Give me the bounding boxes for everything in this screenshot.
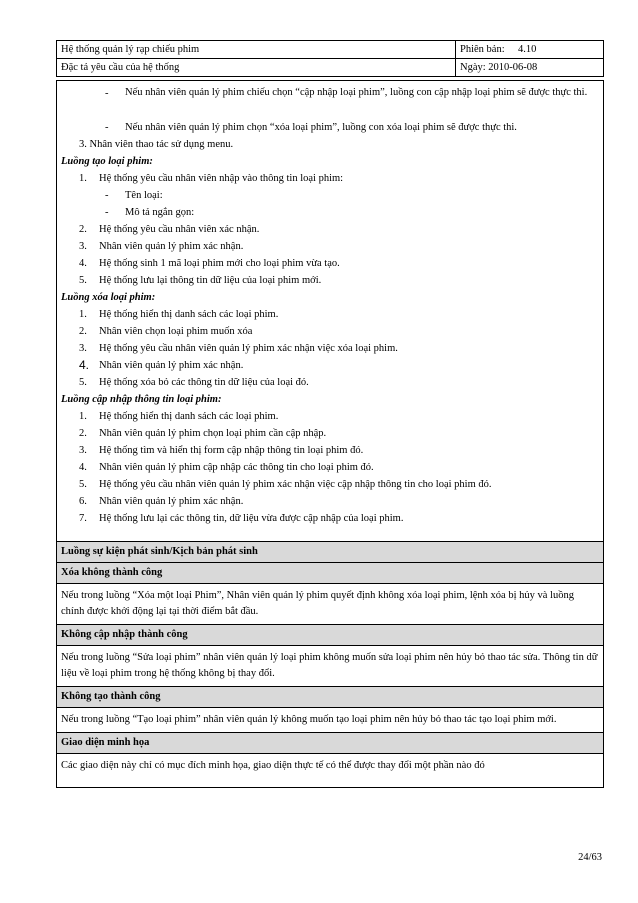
page-number: 24/63 xyxy=(578,852,602,863)
delete-step-4: Nhân viên quản lý phim xác nhận. xyxy=(99,360,244,371)
update-fail-title: Không cập nhập thành công xyxy=(57,624,603,645)
delete-step-5: Hệ thống xóa bỏ các thông tin dữ liệu của loại đó. xyxy=(99,377,309,388)
content-box xyxy=(56,80,604,788)
list-item: 6. Nhân viên quản lý phim xác nhận. xyxy=(61,493,599,510)
list-item: 4. Nhân viên quản lý phim xác nhận. xyxy=(79,358,244,372)
update-flow-title: Luồng cập nhập thông tin loại phim: xyxy=(61,394,222,405)
list-item: 4. Hệ thống sinh 1 mã loại phim mới cho loại phim vừa tạo. xyxy=(61,255,599,272)
update-step-1: Hệ thống hiển thị danh sách các loại phim. xyxy=(99,411,279,422)
update-step-4: Nhân viên quản lý phim cập nhập các thông tin cho loại phim đó. xyxy=(99,462,374,473)
document-header xyxy=(56,40,604,77)
list-item: - Mô tả ngắn gọn: xyxy=(61,204,599,221)
create-field-desc: Mô tả ngắn gọn: xyxy=(125,207,195,218)
list-item: 2. Hệ thống yêu cầu nhân viên xác nhận. xyxy=(61,221,599,238)
dash-item-delete: Nếu nhân viên quản lý phim chọn “xóa loại phim”, luồng con xóa loại phim sẽ được thực thi. xyxy=(125,122,517,133)
delete-step-2: Nhân viên chọn loại phim muốn xóa xyxy=(99,326,253,337)
list-item: 1. Hệ thống hiển thị danh sách các loại phim. xyxy=(61,408,599,425)
spec-title: Đặc tả yêu cầu của hệ thống xyxy=(57,59,456,77)
update-step-2: Nhân viên quản lý phim chọn loại phim cần cập nhập. xyxy=(99,428,327,439)
update-step-6: Nhân viên quản lý phim xác nhận. xyxy=(99,496,244,507)
list-item: 3. Hệ thống yêu cầu nhân viên quản lý phim xác nhận việc xóa loại phim. xyxy=(61,340,599,357)
alt-heading: Luồng sự kiện phát sinh/Kịch bản phát sinh xyxy=(57,541,603,562)
create-flow-title: Luồng tạo loại phim: xyxy=(61,156,153,167)
flow-body xyxy=(61,85,599,527)
create-step-3: Nhân viên quản lý phim xác nhận. xyxy=(99,241,244,252)
update-step-5: Hệ thống yêu cầu nhân viên quản lý phim xác nhận việc cập nhập thông tin cho loại phim đó. xyxy=(99,479,492,490)
step-menu: 3. Nhân viên thao tác sử dụng menu. xyxy=(79,139,234,150)
delete-fail-text: Nếu trong luồng “Xóa một loại Phim”, Nhân viên quản lý phim quyết định không xóa loại phim, lệnh xóa bị hủy và luồng chính được khởi động lại tại thời điểm bắt đầu. xyxy=(57,583,603,624)
create-field-name: Tên loại: xyxy=(125,190,163,201)
update-step-7: Hệ thống lưu lại các thông tin, dữ liệu vừa được cập nhập của loại phim. xyxy=(99,513,404,524)
alternate-flows xyxy=(57,541,603,778)
list-item: 2. Nhân viên quản lý phim chọn loại phim cần cập nhập. xyxy=(61,425,599,442)
delete-fail-title: Xóa không thành công xyxy=(57,562,603,583)
list-item: 5. Hệ thống lưu lại thông tin dữ liệu của loại phim mới. xyxy=(61,272,599,289)
create-step-5: Hệ thống lưu lại thông tin dữ liệu của loại phim mới. xyxy=(99,275,322,286)
create-step-4: Hệ thống sinh 1 mã loại phim mới cho loại phim vừa tạo. xyxy=(99,258,340,269)
list-item: - Tên loại: xyxy=(61,187,599,204)
list-item: - Nếu nhân viên quản lý phim chọn “xóa loại phim”, luồng con xóa loại phim sẽ được thực thi. xyxy=(61,119,599,136)
list-item: 1. Hệ thống yêu cầu nhân viên nhập vào thông tin loại phim: xyxy=(61,170,599,187)
date-label: Ngày: xyxy=(460,61,486,73)
system-title: Hệ thống quản lý rạp chiếu phim xyxy=(57,41,456,59)
ui-text: Các giao diện này chỉ có mục đích minh họa, giao diện thực tế có thể được thay đổi một phần nào đó xyxy=(57,753,603,778)
create-fail-title: Không tạo thành công xyxy=(57,686,603,707)
version-value: 4.10 xyxy=(518,43,537,55)
update-step-3: Hệ thống tìm và hiển thị form cập nhập thông tin loại phim đó. xyxy=(99,445,364,456)
version-label: Phiên bản: xyxy=(460,43,505,55)
list-item: 3. Hệ thống tìm và hiển thị form cập nhập thông tin loại phim đó. xyxy=(61,442,599,459)
create-step-2: Hệ thống yêu cầu nhân viên xác nhận. xyxy=(99,224,260,235)
delete-flow-title: Luồng xóa loại phim: xyxy=(61,292,156,303)
list-item: 7. Hệ thống lưu lại các thông tin, dữ liệu vừa được cập nhập của loại phim. xyxy=(61,510,599,527)
version-cell xyxy=(456,41,604,59)
list-item: 3. Nhân viên quản lý phim xác nhận. xyxy=(61,238,599,255)
list-item: 5. Hệ thống yêu cầu nhân viên quản lý phim xác nhận việc cập nhập thông tin cho loại phim đó. xyxy=(61,476,599,493)
create-step-1: Hệ thống yêu cầu nhân viên nhập vào thông tin loại phim: xyxy=(99,173,344,184)
date-value: 2010-06-08 xyxy=(488,61,538,73)
delete-step-1: Hệ thống hiển thị danh sách các loại phim. xyxy=(99,309,279,320)
list-item: 1. Hệ thống hiển thị danh sách các loại phim. xyxy=(61,306,599,323)
ui-title: Giao diện minh họa xyxy=(57,732,603,753)
update-fail-text: Nếu trong luồng “Sửa loại phim” nhân viên quản lý loại phim không muốn sửa loại phim nên hủy bỏ thao tác sửa. Thông tin dữ liệu về loại phim trong hệ thống không bị thay đổi. xyxy=(57,645,603,686)
list-item: 5. Hệ thống xóa bỏ các thông tin dữ liệu của loại đó. xyxy=(61,374,599,391)
delete-step-3: Hệ thống yêu cầu nhân viên quản lý phim xác nhận việc xóa loại phim. xyxy=(99,343,398,354)
list-item: - Nếu nhân viên quản lý phim chiếu chọn “cập nhập loại phim”, luồng con cập nhập loại phim sẽ được thực thi. xyxy=(61,85,599,119)
dash-item-update: Nếu nhân viên quản lý phim chiếu chọn “cập nhập loại phim”, luồng con cập nhập loại phim sẽ được thực thi. xyxy=(125,87,588,98)
list-item: 2. Nhân viên chọn loại phim muốn xóa xyxy=(61,323,599,340)
list-item: 4. Nhân viên quản lý phim cập nhập các thông tin cho loại phim đó. xyxy=(61,459,599,476)
create-fail-text: Nếu trong luồng “Tạo loại phim” nhân viên quản lý không muốn tạo loại phim nên hủy bỏ thao tác tạo loại phim mới. xyxy=(57,707,603,732)
list-item xyxy=(61,136,599,153)
date-cell xyxy=(456,59,604,77)
